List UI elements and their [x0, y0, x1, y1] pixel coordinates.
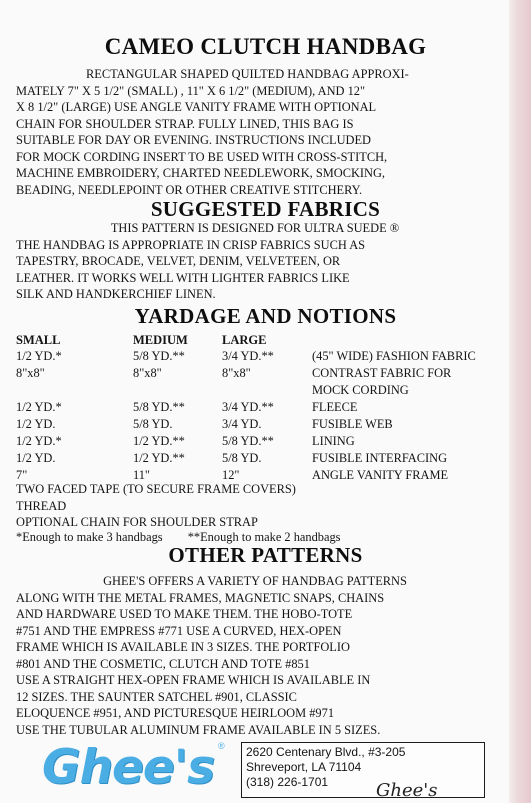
address-line-2: Shreveport, LA 71104 [246, 760, 362, 774]
other-text-line: USE THE TUBULAR ALUMINUM FRAME AVAILABLE IN 5 SIZES. [16, 722, 381, 737]
other-text-line: AND HARDWARE USED TO MAKE THEM. THE HOBO-TOTE [16, 607, 353, 621]
cell-large: 3/4 YD.** [222, 349, 274, 363]
cell-small: 1/2 YD.* [16, 400, 62, 414]
other-text-line: GHEE'S OFFERS A VARIETY OF HANDBAG PATTERNS [103, 574, 407, 588]
cell-item-continued: MOCK CORDING [312, 383, 409, 397]
other-text-line: #751 AND THE EMPRESS #771 USE A CURVED, HEX-OPEN [16, 623, 342, 638]
cell-small: 1/2 YD. [16, 451, 56, 465]
cell-small: 1/2 YD.* [16, 434, 62, 448]
yardage-row [16, 399, 506, 416]
cell-medium: 5/8 YD.** [133, 349, 185, 363]
intro-line: X 8 1/2" (LARGE) USE ANGLE VANITY FRAME WITH OPTIONAL [16, 100, 377, 114]
cell-large: 3/4 YD.** [222, 400, 274, 414]
cell-item: (45" WIDE) FASHION FABRIC [312, 349, 476, 363]
other-text-line: ALONG WITH THE METAL FRAMES, MAGNETIC SNAPS, CHAINS [16, 590, 385, 605]
fabrics-heading: SUGGESTED FABRICS [150, 197, 381, 221]
cell-large: 5/8 YD. [222, 451, 262, 465]
yardage-section [0, 304, 531, 329]
yard-extra-line: OPTIONAL CHAIN FOR SHOULDER STRAP [16, 515, 258, 529]
other-text-line: ELOQUENCE #951, AND PICTURESQUE HEIRLOOM #971 [16, 706, 335, 720]
fabrics-text-line: THE HANDBAG IS APPROPRIATE IN CRISP FABRICS SUCH AS [16, 237, 366, 252]
cell-medium: 11" [133, 468, 150, 482]
footnote-2-bags: **Enough to make 2 handbags [187, 530, 341, 544]
fabrics-paragraph [16, 220, 494, 303]
cell-large: 5/8 YD.** [222, 434, 274, 448]
cell-medium: 5/8 YD. [133, 417, 173, 431]
cell-item: CONTRAST FABRIC FOR [312, 366, 452, 380]
cell-medium: 5/8 YD.** [133, 400, 185, 414]
cell-item: FUSIBLE WEB [312, 417, 393, 431]
intro-line: FOR MOCK CORDING INSERT TO BE USED WITH CROSS-STITCH, [16, 149, 388, 164]
other-paragraph [16, 573, 494, 738]
other-text-line: USE A STRAIGHT HEX-OPEN FRAME WHICH IS AVAILABLE IN [16, 673, 371, 687]
page-title: CAMEO CLUTCH HANDBAG [104, 34, 427, 59]
signature-logo: Ghee's [376, 780, 438, 801]
yardage-extra-notions [16, 481, 506, 531]
intro-line: CHAIN FOR SHOULDER STRAP. FULLY LINED, THIS BAG IS [16, 116, 354, 131]
other-text-line: 12 SIZES. THE SAUNTER SATCHEL #901, CLASSIC [16, 689, 297, 704]
cell-medium: 1/2 YD.** [133, 434, 185, 448]
fabrics-text-line: THIS PATTERN IS DESIGNED FOR ULTRA SUEDE ® [110, 221, 400, 235]
cell-medium: 1/2 YD.** [133, 451, 185, 465]
fabrics-text-line: TAPESTRY, BROCADE, VELVET, DENIM, VELVETEEN, OR [16, 254, 341, 268]
yardage-heading: YARDAGE AND NOTIONS [134, 304, 397, 328]
cell-small: 8"x8" [16, 366, 45, 380]
intro-line: MATELY 7" X 5 1/2" (SMALL) , 11" X 6 1/2" (MEDIUM), AND 12" [16, 83, 366, 98]
page-edge [509, 0, 531, 803]
yard-extra-line: THREAD [16, 498, 67, 513]
other-section [0, 543, 531, 568]
cell-item: FLEECE [312, 400, 358, 414]
address-line-1: 2620 Centenary Blvd., #3-205 [246, 745, 406, 759]
intro-line: BEADING, NEEDLEPOINT OR OTHER CREATIVE STITCHERY. [16, 182, 363, 197]
address-box [241, 742, 485, 798]
yardage-row [16, 348, 506, 365]
col-small: SMALL [16, 333, 61, 347]
col-medium: MEDIUM [133, 333, 188, 347]
yardage-table [16, 348, 506, 484]
cell-small: 7" [16, 468, 28, 482]
cell-large: 12" [222, 468, 240, 482]
registered-mark: ® [218, 741, 225, 751]
intro-paragraph [16, 66, 494, 198]
ghees-logo: Ghee's [42, 740, 215, 795]
cell-item: FUSIBLE INTERFACING [312, 451, 448, 465]
other-text-line: FRAME WHICH IS AVAILABLE IN 3 SIZES. THE PORTFOLIO [16, 640, 350, 654]
cell-small: 1/2 YD.* [16, 349, 62, 363]
fabrics-text-line: LEATHER. IT WORKS WELL WITH LIGHTER FABRICS LIKE [16, 270, 350, 285]
phone-number: (318) 226-1701 [246, 775, 329, 789]
intro-line: RECTANGULAR SHAPED QUILTED HANDBAG APPROXI- [86, 67, 409, 81]
cell-item: ANGLE VANITY FRAME [312, 468, 449, 482]
col-large: LARGE [222, 333, 267, 347]
yardage-row [16, 433, 506, 450]
other-text-line: #801 AND THE COSMETIC, CLUTCH AND TOTE #851 [16, 656, 310, 671]
cell-large: 3/4 YD. [222, 417, 262, 431]
fabrics-section [0, 197, 531, 222]
yardage-row [16, 450, 506, 467]
yardage-row [16, 365, 506, 399]
cell-large: 8"x8" [222, 366, 251, 380]
other-heading: OTHER PATTERNS [168, 543, 363, 567]
cell-item: LINING [312, 434, 355, 448]
fabrics-text-line: SILK AND HANDKERCHIEF LINEN. [16, 287, 216, 301]
cell-small: 1/2 YD. [16, 417, 56, 431]
yard-extra-line: TWO FACED TAPE (TO SECURE FRAME COVERS) [16, 482, 296, 496]
intro-line: SUITABLE FOR DAY OR EVENING. INSTRUCTIONS INCLUDED [16, 133, 372, 147]
intro-line: MACHINE EMBROIDERY, CHARTED NEEDLEWORK, SMOCKING, [16, 166, 386, 180]
yardage-row [16, 416, 506, 433]
cell-medium: 8"x8" [133, 366, 162, 380]
footnote-3-bags: *Enough to make 3 handbags [16, 530, 163, 544]
